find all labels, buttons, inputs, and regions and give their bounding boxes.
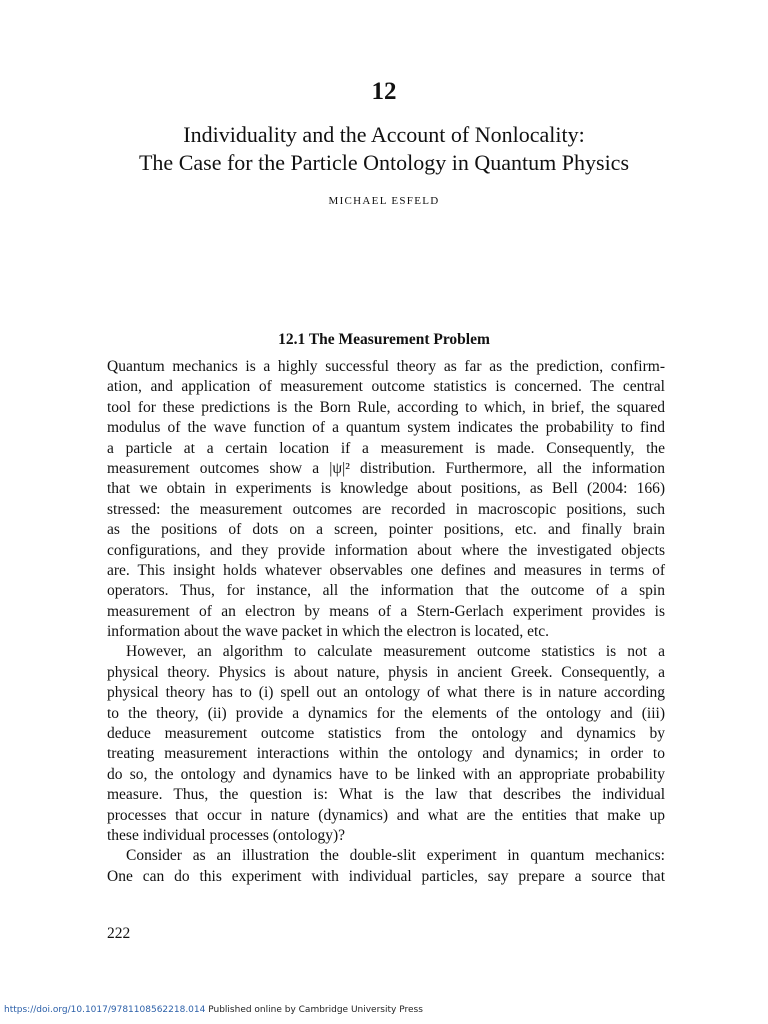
body-line: ation, and application of measurement outcome statistics is concerned. The central xyxy=(107,378,665,396)
body-line: processes that occur in nature (dynamics) and what are the entities that make up xyxy=(107,806,665,824)
body-line: to the theory, (ii) provide a dynamics for the elements of the ontology and (iii) xyxy=(107,704,665,722)
body-line: treating measurement interactions within the ontology and dynamics; in order to xyxy=(107,745,665,763)
chapter-number: 12 xyxy=(371,78,397,105)
publisher-note: Published online by Cambridge University Press xyxy=(205,1005,423,1015)
section-heading: 12.1 The Measurement Problem xyxy=(278,331,490,348)
body-line: measurement of an electron by means of a Stern-Gerlach experiment provides is xyxy=(107,602,665,620)
chapter-title-line-2: The Case for the Particle Ontology in Quantum Physics xyxy=(138,150,630,175)
body-line: measure. Thus, the question is: What is the law that describes the individual xyxy=(107,786,665,804)
body-line: a particle at a certain location if a measurement is made. Consequently, the xyxy=(107,439,665,457)
body-line: as the positions of dots on a screen, pointer positions, etc. and finally brain xyxy=(107,521,665,539)
body-line: configurations, and they provide information about where the investigated objects xyxy=(107,541,665,559)
body-line: Quantum mechanics is a highly successful theory as far as the prediction, confirm- xyxy=(107,358,665,375)
body-line: operators. Thus, for instance, all the information that the outcome of a spin xyxy=(107,582,665,600)
doi-link[interactable]: https://doi.org/10.1017/9781108562218.014 xyxy=(4,1005,206,1015)
chapter-title-line-1: Individuality and the Account of Nonlocality: xyxy=(183,122,585,147)
body-line: physical theory. Physics is about nature, physis in ancient Greek. Consequently, a xyxy=(107,663,665,681)
chapter-title xyxy=(0,121,768,177)
body-line: these individual processes (ontology)? xyxy=(107,826,346,844)
body-line: physical theory has to (i) spell out an ontology of what there is in nature according xyxy=(107,684,665,702)
author-name: MICHAEL ESFELD xyxy=(328,195,440,207)
body-line: stressed: the measurement outcomes are recorded in macroscopic positions, such xyxy=(107,500,665,518)
footer xyxy=(4,1004,423,1016)
body-line: Consider as an illustration the double-slit experiment in quantum mechanics: xyxy=(126,847,665,865)
body-text xyxy=(107,357,665,887)
body-line: that we obtain in experiments is knowledge about positions, as Bell (2004: 166) xyxy=(107,480,665,498)
body-line: do so, the ontology and dynamics have to be linked with an appropriate probability xyxy=(107,765,665,783)
body-line: measurement outcomes show a |ψ|² distribution. Furthermore, all the information xyxy=(107,459,665,477)
body-line: are. This insight holds whatever observables one defines and measures in terms of xyxy=(107,561,665,579)
body-line: deduce measurement outcome statistics from the ontology and dynamics by xyxy=(107,725,665,743)
body-line: One can do this experiment with individual particles, say prepare a source that xyxy=(107,867,665,885)
page-number: 222 xyxy=(107,925,131,942)
body-line: tool for these predictions is the Born Rule, according to which, in brief, the squared xyxy=(107,398,665,416)
body-line: However, an algorithm to calculate measurement outcome statistics is not a xyxy=(126,643,665,661)
body-line: modulus of the wave function of a quantum system indicates the probability to find xyxy=(107,419,665,437)
body-line: information about the wave packet in which the electron is located, etc. xyxy=(107,623,550,641)
